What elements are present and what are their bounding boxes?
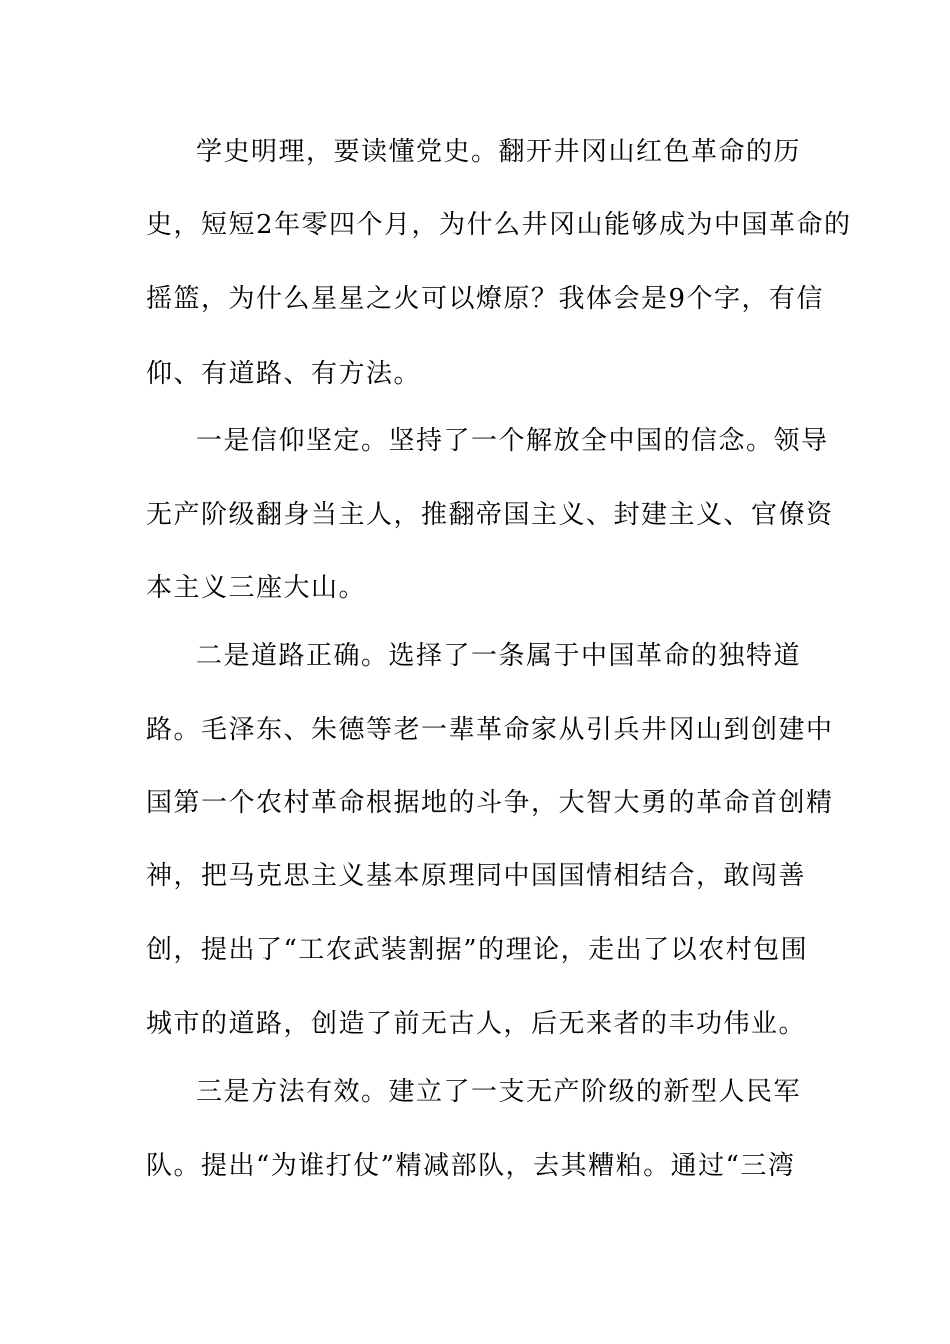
paragraph-line-11: 神，把马克思主义基本原理同中国国情相结合，敢闯善: [146, 861, 807, 891]
paragraph-line-12: 创，提出了“工农武装割据”的理论，走出了以农村包围: [146, 935, 809, 965]
paragraph-line-2: 史，短短2年零四个月，为什么井冈山能够成为中国革命的: [146, 210, 852, 240]
paragraph-line-5: 一是信仰坚定。坚持了一个解放全中国的信念。领导: [196, 426, 829, 456]
paragraph-line-7: 本主义三座大山。: [146, 573, 367, 603]
paragraph-line-13: 城市的道路，创造了前无古人，后无来者的丰功伟业。: [146, 1009, 807, 1039]
paragraph-line-10: 国第一个农村革命根据地的斗争，大智大勇的革命首创精: [146, 788, 834, 818]
paragraph-line-6: 无产阶级翻身当主人，推翻帝国主义、封建主义、官僚资: [146, 500, 834, 530]
paragraph-line-9: 路。毛泽东、朱德等老一辈革命家从引兵井冈山到创建中: [146, 715, 834, 745]
paragraph-line-14: 三是方法有效。建立了一支无产阶级的新型人民军: [196, 1077, 802, 1107]
paragraph-line-8: 二是道路正确。选择了一条属于中国革命的独特道: [196, 641, 802, 671]
paragraph-line-4: 仰、有道路、有方法。: [146, 359, 422, 389]
paragraph-line-15: 队。提出“为谁打仗”精减部队，去其糟粕。通过“三湾: [146, 1151, 796, 1181]
paragraph-line-3: 摇篮，为什么星星之火可以燎原？我体会是9个字，有信: [146, 284, 825, 314]
paragraph-line-1: 学史明理，要读懂党史。翻开井冈山红色革命的历: [196, 137, 802, 167]
